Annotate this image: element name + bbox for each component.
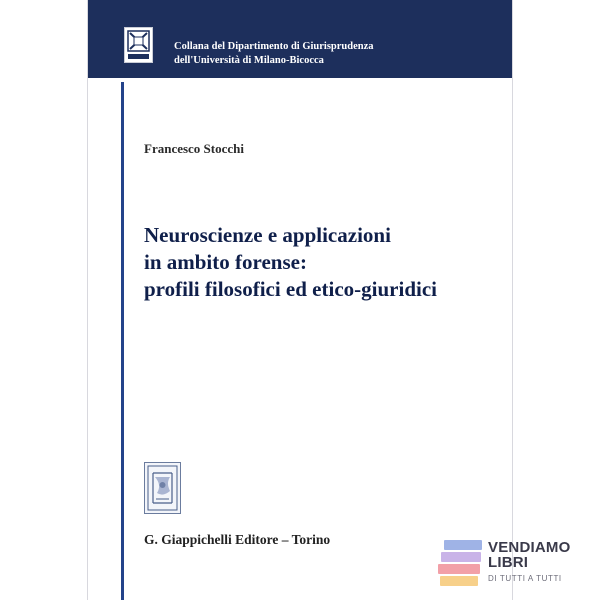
badge-stripes-icon <box>438 536 486 592</box>
badge-text <box>488 540 570 583</box>
series-line-1: Collana del Dipartimento di Giurisprudenza <box>174 41 374 52</box>
university-logo <box>124 27 153 63</box>
badge-line-1: VENDIAMO <box>488 539 571 556</box>
series-band <box>88 0 512 78</box>
title-line-1: Neuroscienze e applicazioni <box>144 223 391 247</box>
title-line-2: in ambito forense: <box>144 250 307 274</box>
vendiamo-libri-badge <box>438 536 588 592</box>
author-name: Francesco Stocchi <box>144 141 245 156</box>
publisher-name: G. Giappichelli Editore – Torino <box>144 532 331 547</box>
badge-tagline: DI TUTTI A TUTTI <box>488 574 562 583</box>
book-title <box>144 222 437 303</box>
badge-line-2: LIBRI <box>488 554 529 571</box>
book-cover <box>87 0 571 600</box>
series-line-2: dell'Università di Milano-Bicocca <box>174 55 324 66</box>
vertical-rule <box>121 82 124 600</box>
publisher-logo <box>144 462 181 514</box>
title-line-3: profili filosofici ed etico-giuridici <box>144 277 437 301</box>
series-title <box>174 40 374 68</box>
